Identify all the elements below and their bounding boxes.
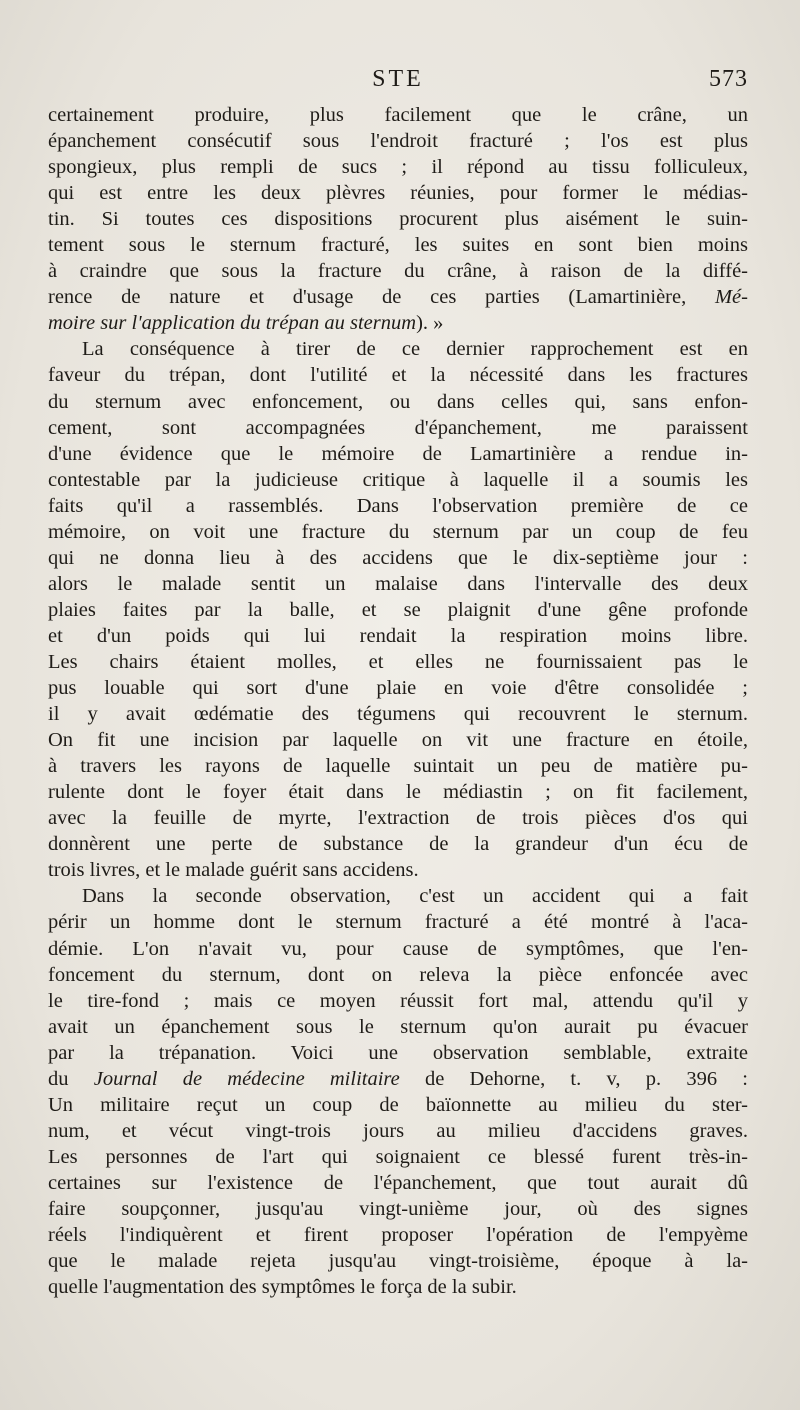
text-line <box>48 1274 748 1300</box>
text-run: faveur du trépan, dont l'utilité et la nécessité dans les fractures <box>48 364 748 387</box>
text-run: plaies faites par la balle, et se plaignit d'une gêne profonde <box>48 598 748 621</box>
text-run: avec la feuille de myrte, l'extraction de trois pièces d'os qui <box>48 807 748 830</box>
text-line <box>48 336 748 362</box>
text-line <box>48 519 748 545</box>
text-line <box>48 441 748 467</box>
text-line <box>48 415 748 441</box>
text-line <box>48 362 748 388</box>
text-line <box>48 962 748 988</box>
text-line <box>48 389 748 415</box>
text-run: tement sous le sternum fracturé, les suites en sont bien moins <box>48 234 748 257</box>
text-run: périr un homme dont le sternum fracturé a été montré à l'aca- <box>48 911 748 934</box>
text-run: que le malade rejeta jusqu'au vingt-troisième, époque à la- <box>48 1250 748 1273</box>
text-line <box>48 206 748 232</box>
running-head: STE <box>372 66 424 92</box>
text-run: trois livres, et le malade guérit sans accidens. <box>48 859 419 882</box>
text-run: donnèrent une perte de substance de la grandeur d'un écu de <box>48 833 748 856</box>
text-line <box>48 1248 748 1274</box>
text-line <box>48 805 748 831</box>
text-line <box>48 883 748 909</box>
text-run: à craindre que sous la fracture du crâne, à raison de la diffé- <box>48 260 748 283</box>
text-run: Dans la seconde observation, c'est un accident qui a fait <box>82 885 748 908</box>
text-line <box>48 1092 748 1118</box>
text-run: à travers les rayons de laquelle suintait un peu de matière pu- <box>48 755 748 778</box>
text-line <box>48 1170 748 1196</box>
text-line <box>48 1222 748 1248</box>
text-run: Les chairs étaient molles, et elles ne fournissaient pas le <box>48 650 748 673</box>
text-run: quelle l'augmentation des symptômes le força de la subir. <box>48 1276 517 1299</box>
text-line <box>48 779 748 805</box>
text-run: tin. Si toutes ces dispositions procurent plus aisément le suin- <box>48 208 748 231</box>
text-line <box>48 545 748 571</box>
text-run: qui ne donna lieu à des accidens que le dix-septième jour : <box>48 546 748 569</box>
text-run: d'une évidence que le mémoire de Lamartinière a rendue in- <box>48 442 748 465</box>
text-line <box>48 753 748 779</box>
italic-text: moire sur l'application du trépan au sternum <box>48 312 417 335</box>
text-run: contestable par la judicieuse critique à laquelle il a soumis les <box>48 468 748 491</box>
text-run: et d'un poids qui lui rendait la respiration moins libre. <box>48 624 748 647</box>
page-number: 573 <box>709 66 748 92</box>
text-line <box>48 284 748 310</box>
page-header <box>48 66 748 98</box>
text-run: démie. L'on n'avait vu, pour cause de symptômes, que l'en- <box>48 937 748 960</box>
text-run: réels l'indiquèrent et firent proposer l'opération de l'empyème <box>48 1224 748 1247</box>
text-line <box>48 649 748 675</box>
text-run: il y avait œdématie des tégumens qui recouvrent le sternum. <box>48 703 748 726</box>
text-line <box>48 1066 748 1092</box>
text-run: spongieux, plus rempli de sucs ; il répond au tissu folliculeux, <box>48 156 748 179</box>
text-run: faire soupçonner, jusqu'au vingt-unième jour, où des signes <box>48 1197 748 1220</box>
text-line <box>48 623 748 649</box>
text-run: foncement du sternum, dont on releva la pièce enfoncée avec <box>48 963 748 986</box>
text-line <box>48 831 748 857</box>
text-line <box>48 232 748 258</box>
text-line <box>48 128 748 154</box>
text-line <box>48 675 748 701</box>
text-line <box>48 493 748 519</box>
text-line <box>48 701 748 727</box>
text-line <box>48 1118 748 1144</box>
text-line <box>48 258 748 284</box>
text-line <box>48 936 748 962</box>
text-line <box>48 909 748 935</box>
text-line <box>48 1196 748 1222</box>
text-run: alors le malade sentit un malaise dans l'intervalle des deux <box>48 572 748 595</box>
text-line <box>48 467 748 493</box>
text-line <box>48 154 748 180</box>
body-text <box>48 102 748 1300</box>
text-run: La conséquence à tirer de ce dernier rapprochement est en <box>82 338 748 361</box>
text-line <box>48 988 748 1014</box>
text-line <box>48 571 748 597</box>
text-run: mémoire, on voit une fracture du sternum par un coup de feu <box>48 520 748 543</box>
text-run: par la trépanation. Voici une observation semblable, extraite <box>48 1041 748 1064</box>
italic-text: Journal de médecine militaire <box>93 1067 400 1090</box>
text-run: certainement produire, plus facilement que le crâne, un <box>48 104 748 126</box>
text-line <box>48 1014 748 1040</box>
text-run: ). » <box>416 312 444 335</box>
text-run: qui est entre les deux plèvres réunies, pour former le médias- <box>48 182 748 205</box>
text-run: faits qu'il a rassemblés. Dans l'observation première de ce <box>48 494 748 517</box>
text-line <box>48 1144 748 1170</box>
text-line <box>48 310 748 336</box>
text-run: avait un épanchement sous le sternum qu'on aurait pu évacuer <box>48 1015 748 1038</box>
text-run: certaines sur l'existence de l'épanchement, que tout aurait dû <box>48 1171 748 1194</box>
text-run: Un militaire reçut un coup de baïonnette au milieu du ster- <box>48 1093 748 1116</box>
text-run: cement, sont accompagnées d'épanchement, me paraissent <box>48 416 748 439</box>
text-run: Les personnes de l'art qui soignaient ce blessé furent très-in- <box>48 1145 748 1168</box>
text-run: de Dehorne, t. v, p. 396 : <box>399 1067 748 1090</box>
text-line <box>48 857 748 883</box>
text-run: du <box>48 1067 94 1090</box>
text-run: épanchement consécutif sous l'endroit fracturé ; l'os est plus <box>48 130 748 153</box>
text-line <box>48 727 748 753</box>
text-run: du sternum avec enfoncement, ou dans celles qui, sans enfon- <box>48 390 748 413</box>
text-run: rulente dont le foyer était dans le médiastin ; on fit facilement, <box>48 781 748 804</box>
text-run: On fit une incision par laquelle on vit une fracture en étoile, <box>48 729 748 752</box>
text-run: rence de nature et d'usage de ces parties (Lamartinière, <box>48 286 715 309</box>
text-line <box>48 1040 748 1066</box>
italic-text: Mé- <box>714 286 748 309</box>
text-line <box>48 180 748 206</box>
text-line <box>48 102 748 128</box>
text-run: pus louable qui sort d'une plaie en voie d'être consolidée ; <box>48 677 748 700</box>
text-line <box>48 597 748 623</box>
text-run: num, et vécut vingt-trois jours au milieu d'accidens graves. <box>48 1119 748 1142</box>
text-run: le tire-fond ; mais ce moyen réussit fort mal, attendu qu'il y <box>48 989 748 1012</box>
